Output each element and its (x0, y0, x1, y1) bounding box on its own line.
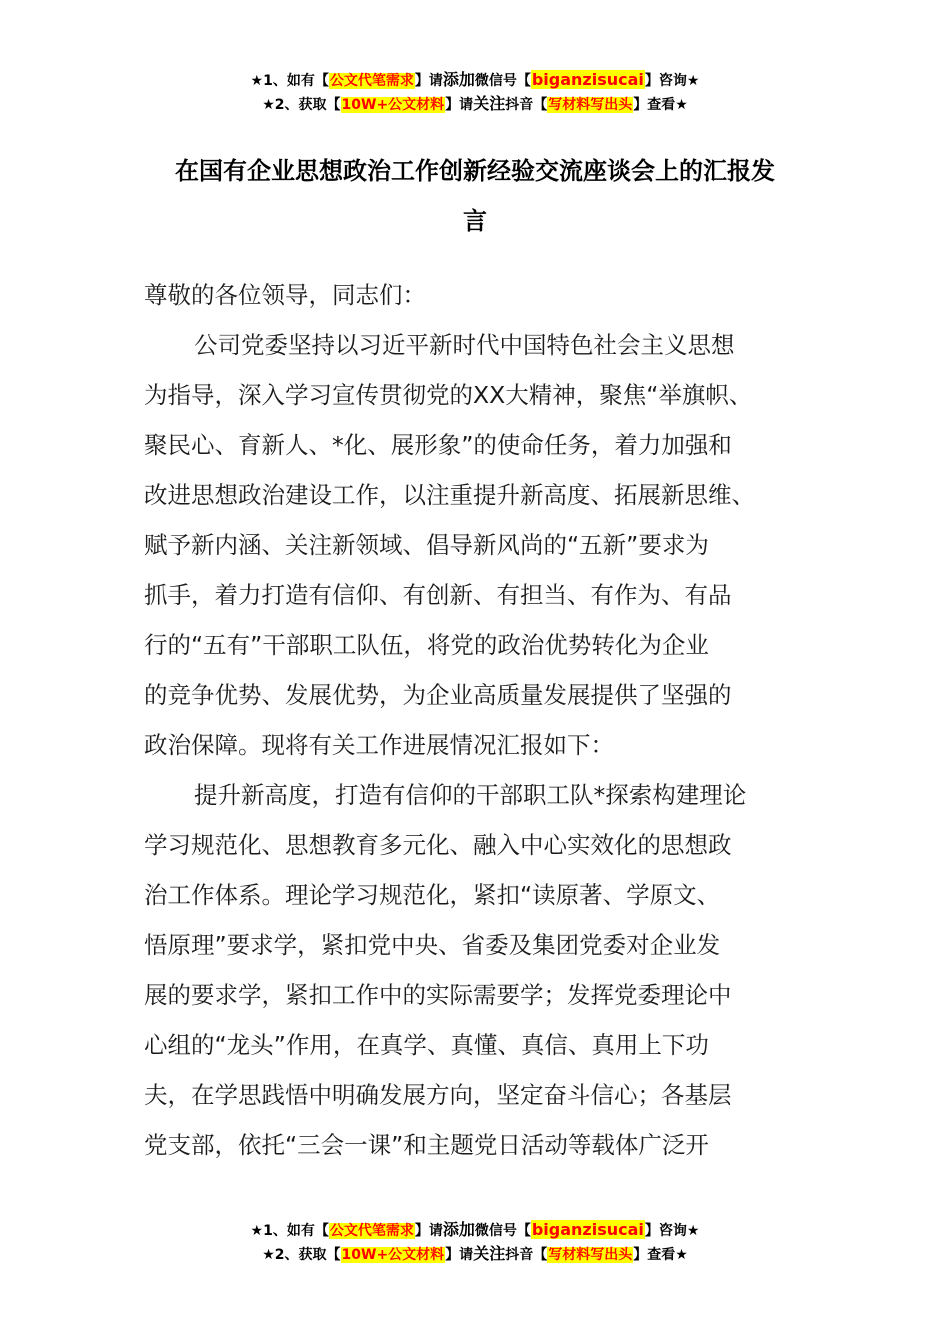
banner-text: ★1、如有【 (250, 73, 329, 89)
banner-highlight: 公文代笔需求 (329, 73, 414, 89)
body-line: 心组的“龙头”作用，在真学、真懂、真信、真用上下功 (144, 1031, 709, 1059)
banner-highlight: 写材料写出头 (548, 1247, 633, 1263)
banner-text: 微信号【 (474, 1223, 531, 1239)
banner-text: 】咨询★ (644, 73, 700, 89)
body-line: 学习规范化、思想教育多元化、融入中心实效化的思想政 (144, 831, 732, 859)
banner-highlight: 10W+公文材料 (341, 1247, 445, 1263)
banner-highlight: 公文代笔需求 (329, 1223, 414, 1239)
banner-text: 】请 (445, 1247, 474, 1263)
document-title (140, 146, 810, 246)
body-line: 抓手，着力打造有信仰、有创新、有担当、有作为、有品 (144, 581, 732, 609)
body-line: 提升新高度，打造有信仰的干部职工队*探索构建理论 (194, 781, 747, 809)
banner-text: 微信号【 (474, 73, 531, 89)
banner-highlight: 写材料写出头 (548, 97, 633, 113)
body-line: 悟原理”要求学，紧扣党中央、省委及集团党委对企业发 (144, 931, 721, 959)
document-body (144, 270, 820, 1170)
banner-emphasis: 添加 (442, 70, 475, 89)
banner-text: 】查看★ (633, 1247, 688, 1263)
body-line: 党支部，依托“三会一课”和主题党日活动等载体广泛开 (144, 1131, 709, 1159)
banner-emphasis: 关注 (473, 1244, 506, 1263)
banner-text: 抖音【 (505, 1247, 548, 1263)
banner-text: 】查看★ (633, 97, 688, 113)
body-line: 为指导，深入学习宣传贯彻党的XX大精神，聚焦“举旗帜、 (144, 381, 753, 409)
body-line: 夫，在学思践悟中明确发展方向，坚定奋斗信心；各基层 (144, 1081, 732, 1109)
title-line-1: 在国有企业思想政治工作创新经验交流座谈会上的汇报发 (175, 157, 775, 185)
body-line: 政治保障。现将有关工作进展情况汇报如下： (144, 731, 614, 759)
banner-wechat-id: biganzisucai (531, 1220, 644, 1239)
banner-text: 抖音【 (505, 97, 548, 113)
banner-text: 】咨询★ (644, 1223, 700, 1239)
body-line: 行的“五有”干部职工队伍，将党的政治优势转化为企业 (144, 631, 709, 659)
footer-banner (0, 1218, 950, 1266)
body-line: 赋予新内涵、关注新领域、倡导新风尚的“五新”要求为 (144, 531, 709, 559)
banner-text: 】请 (414, 1223, 443, 1239)
body-line: 的竞争优势、发展优势，为企业高质量发展提供了坚强的 (144, 681, 732, 709)
banner-text: ★2、获取【 (262, 1247, 341, 1263)
banner-text: ★1、如有【 (250, 1223, 329, 1239)
banner-line-1 (0, 1218, 950, 1242)
banner-highlight: 10W+公文材料 (341, 97, 445, 113)
banner-text: 】请 (445, 97, 474, 113)
banner-text: ★2、获取【 (262, 97, 341, 113)
banner-text: 】请 (414, 73, 443, 89)
salutation: 尊敬的各位领导，同志们： (144, 281, 426, 309)
banner-emphasis: 添加 (442, 1220, 475, 1239)
banner-line-2 (0, 92, 950, 116)
body-line: 展的要求学，紧扣工作中的实际需要学；发挥党委理论中 (144, 981, 732, 1009)
banner-line-2 (0, 1242, 950, 1266)
body-line: 公司党委坚持以习近平新时代中国特色社会主义思想 (194, 331, 735, 359)
title-line-2: 言 (463, 207, 487, 235)
banner-emphasis: 关注 (473, 94, 506, 113)
body-line: 治工作体系。理论学习规范化，紧扣“读原著、学原文、 (144, 881, 721, 909)
banner-line-1 (0, 68, 950, 92)
body-line: 改进思想政治建设工作，以注重提升新高度、拓展新思维、 (144, 481, 755, 509)
body-line: 聚民心、育新人、*化、展形象”的使命任务，着力加强和 (144, 431, 732, 459)
banner-wechat-id: biganzisucai (531, 70, 644, 89)
header-banner (0, 68, 950, 116)
